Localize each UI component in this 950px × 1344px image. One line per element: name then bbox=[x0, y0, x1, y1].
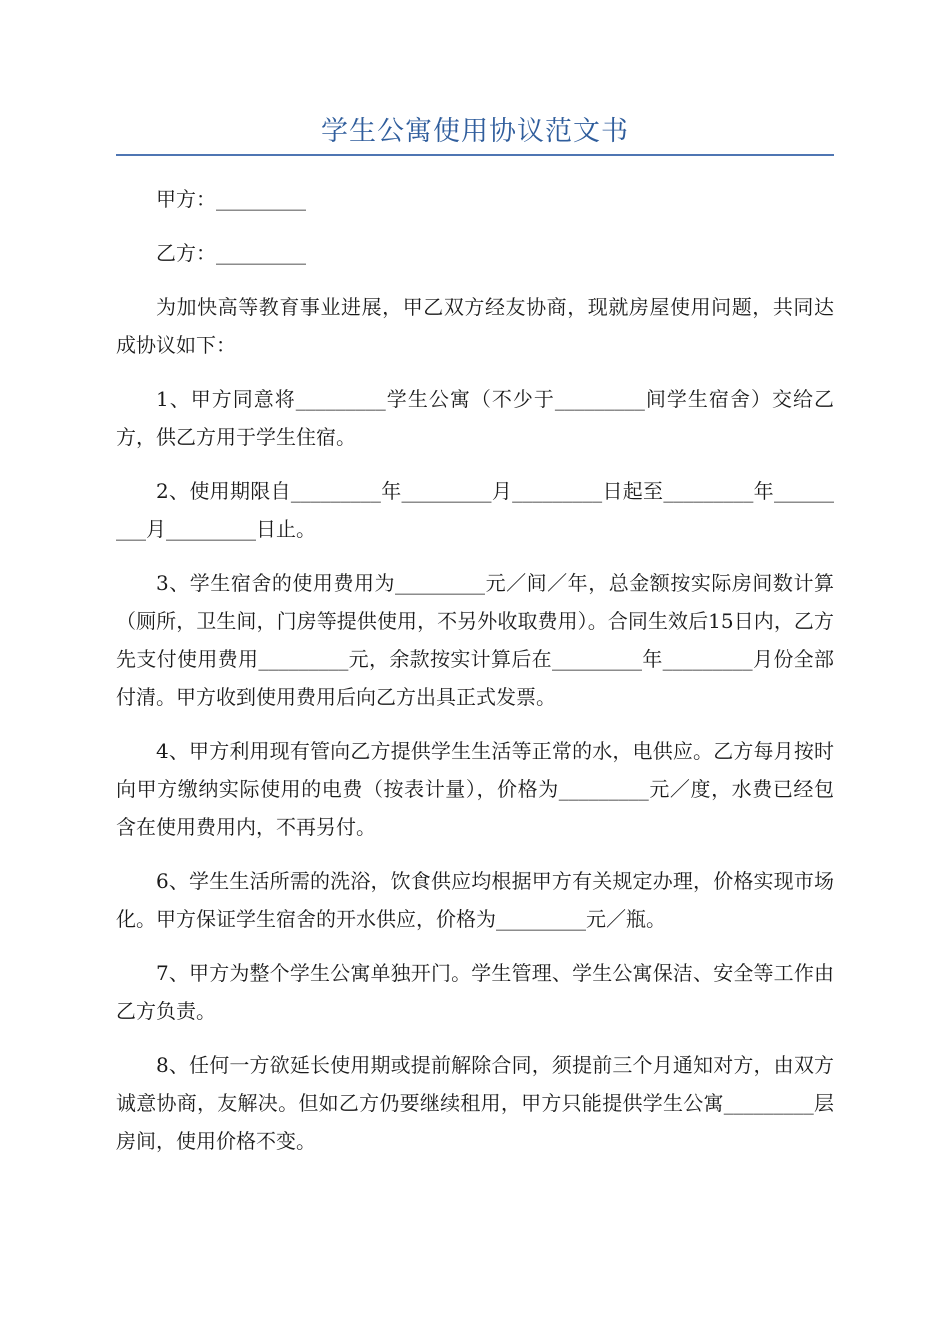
clause-1: 1、甲方同意将_________学生公寓（不少于_________间学生宿舍）交给乙方，供乙方用于学生住宿。 bbox=[116, 387, 834, 449]
clause-8: 8、任何一方欲延长使用期或提前解除合同，须提前三个月通知对方，由双方诚意协商，友解决。但如乙方仍要继续租用，甲方只能提供学生公寓_________层房间，使用价格不变。 bbox=[116, 1053, 834, 1153]
clause-7: 7、甲方为整个学生公寓单独开门。学生管理、学生公寓保洁、安全等工作由乙方负责。 bbox=[116, 961, 834, 1023]
clause-3: 3、学生宿舍的使用费用为_________元／间／年，总金额按实际房间数计算（厕所，卫生间，门房等提供使用，不另外收取费用）。合同生效后15日内，乙方先支付使用费用_________元，余款按实计算后在_________年_________月份全部付清。甲方收到使用费用后向乙方出具正式发票。 bbox=[116, 571, 834, 709]
clause-6: 6、学生生活所需的洗浴，饮食供应均根据甲方有关规定办理，价格实现市场化。甲方保证学生宿舍的开水供应，价格为_________元／瓶。 bbox=[116, 869, 834, 931]
party-b-line: 乙方：_________ bbox=[156, 241, 306, 265]
party-a-line: 甲方：_________ bbox=[156, 187, 306, 211]
document-page bbox=[116, 108, 834, 1176]
clause-4: 4、甲方利用现有管向乙方提供学生生活等正常的水，电供应。乙方每月按时向甲方缴纳实际使用的电费（按表计量），价格为_________元／度，水费已经包含在使用费用内，不再另付。 bbox=[116, 739, 834, 839]
document-title: 学生公寓使用协议范文书 bbox=[321, 116, 629, 147]
title-underline bbox=[116, 154, 834, 156]
clause-2: 2、使用期限自_________年_________月_________日起至_________年_________月_________日止。 bbox=[116, 479, 834, 541]
intro-paragraph: 为加快高等教育事业进展，甲乙双方经友协商，现就房屋使用问题，共同达成协议如下： bbox=[116, 295, 834, 357]
